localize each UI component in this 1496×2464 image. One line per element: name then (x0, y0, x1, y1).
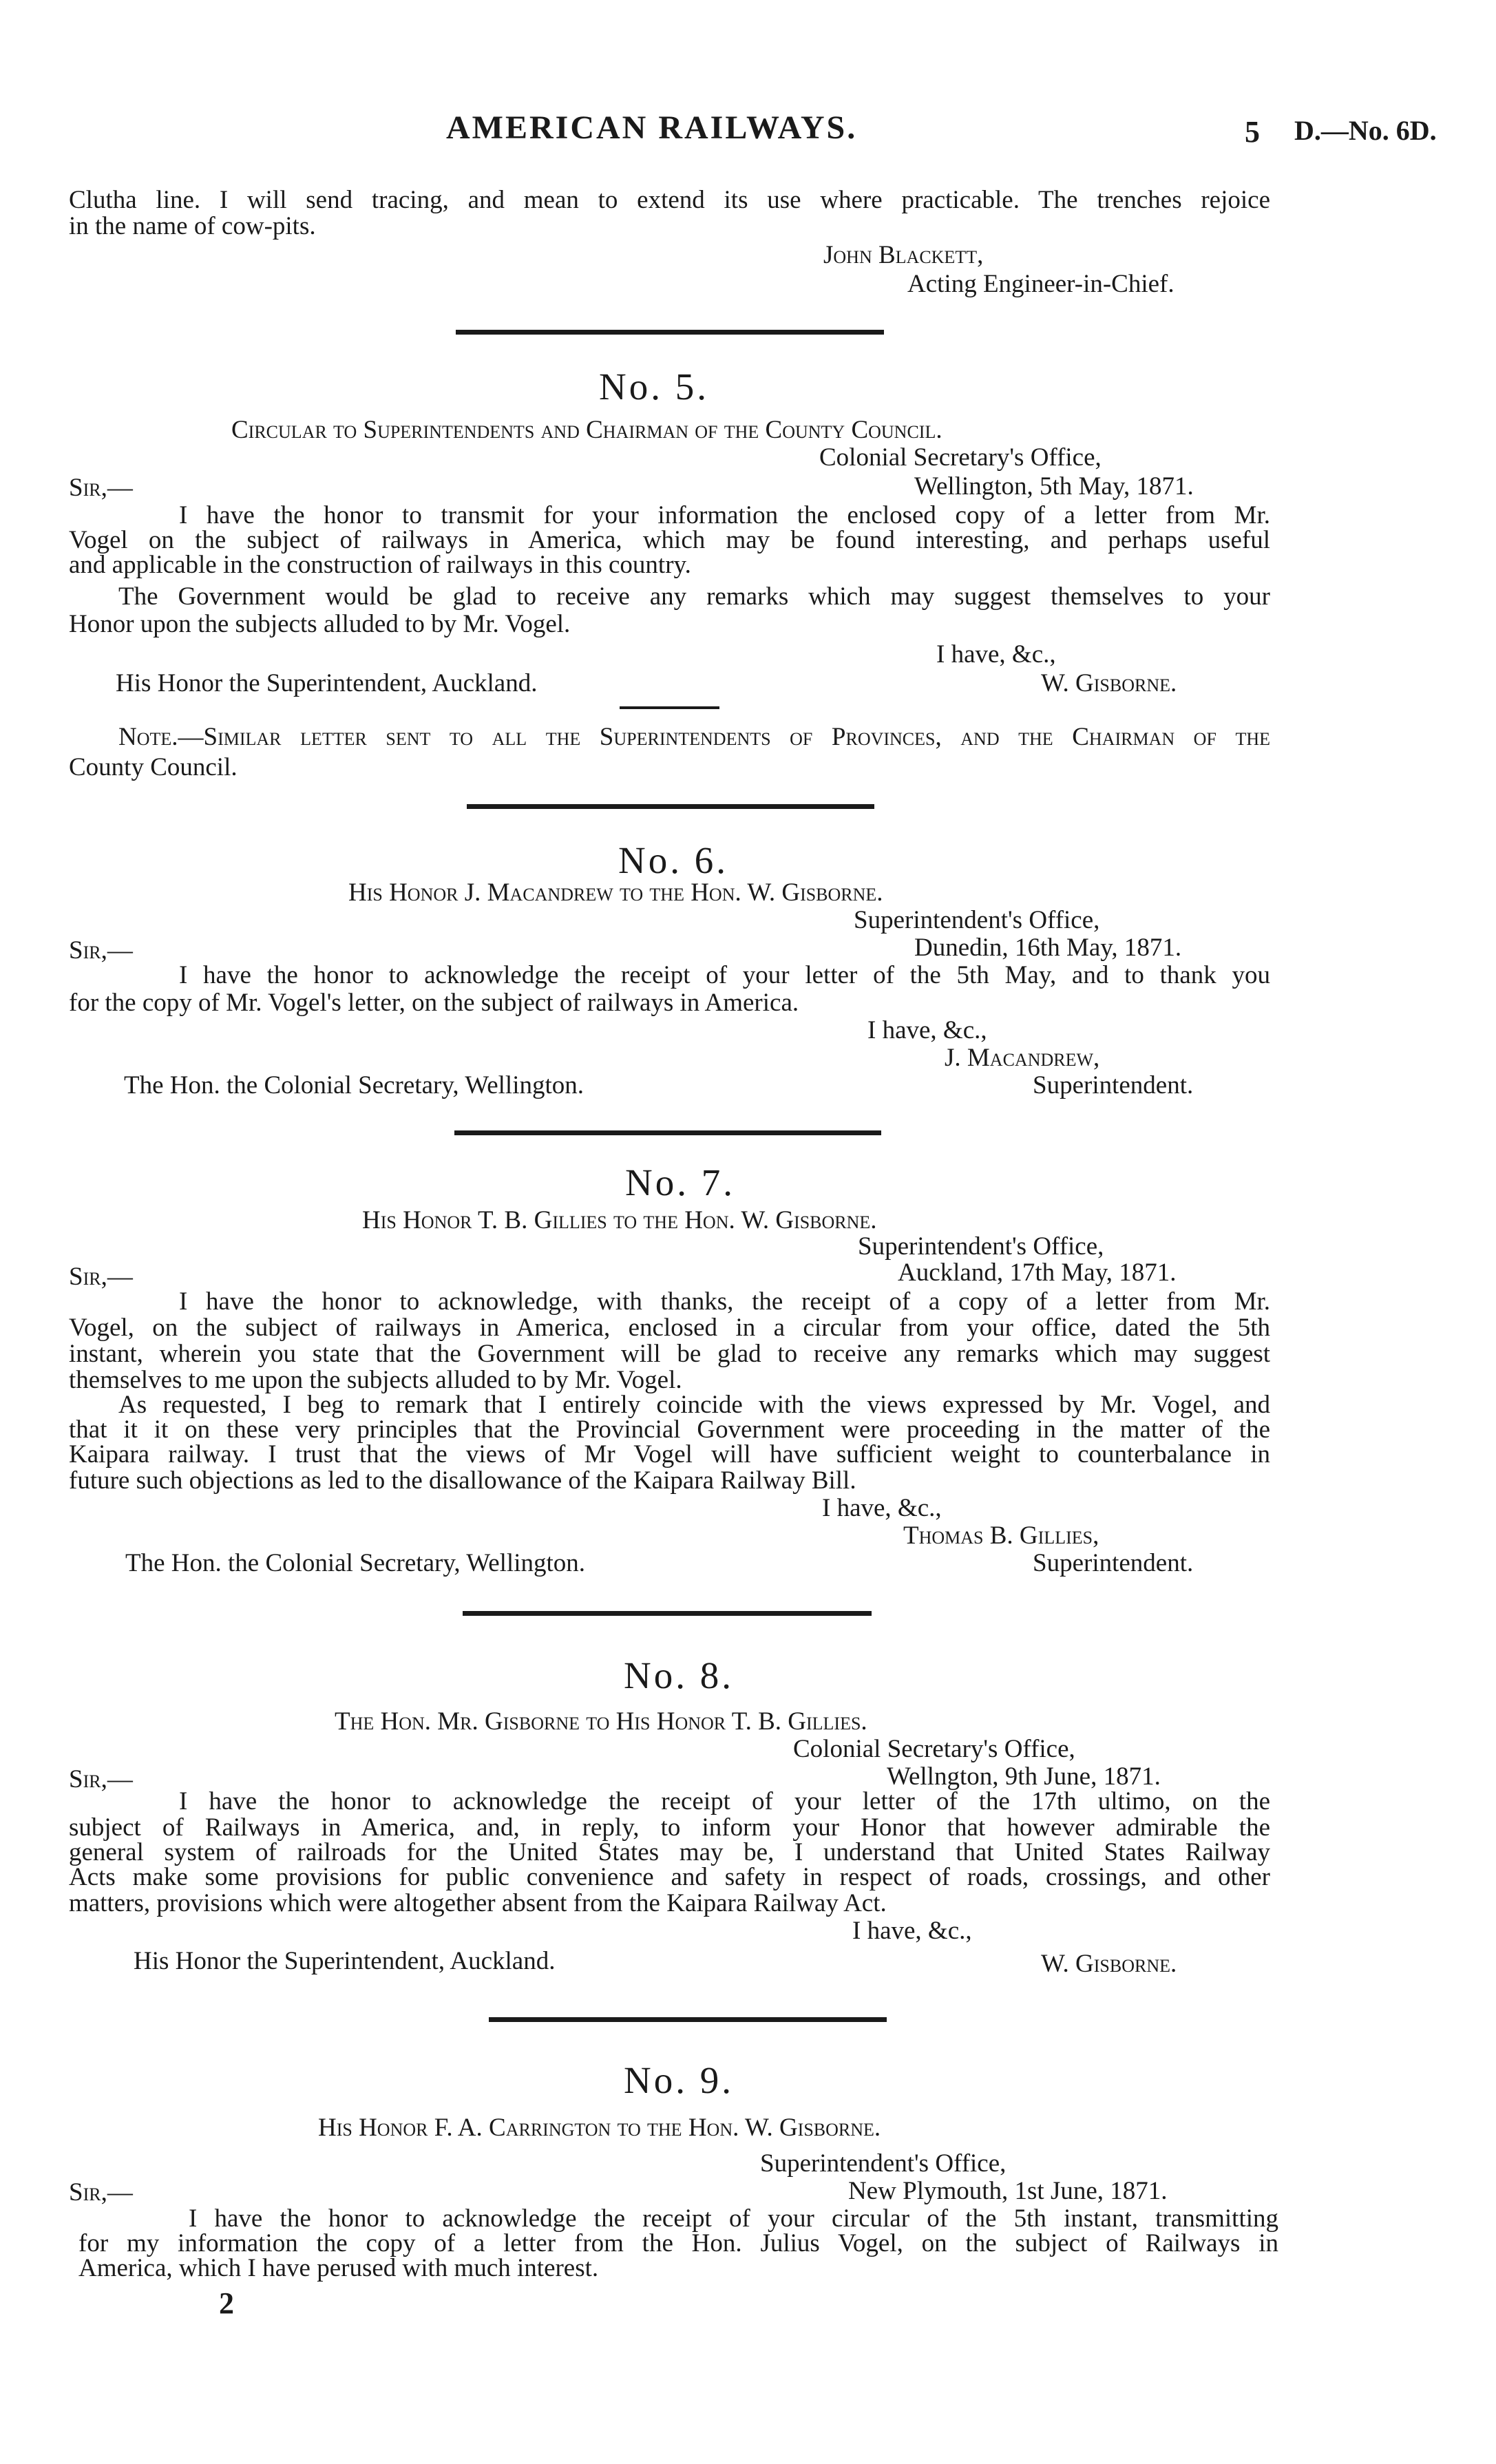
body-line: matters, provisions which were altogether absent from the Kaipara Railway Act. (69, 1889, 887, 1917)
body-line: I have the honor to acknowledge the receipt of your letter of the 17th ultimo, on the (179, 1787, 1270, 1815)
section-divider (454, 1130, 881, 1135)
office-line: Superintendent's Office, (858, 1232, 1104, 1261)
running-title: AMERICAN RAILWAYS. (446, 109, 858, 146)
section-subheading: His Honor T. B. Gillies to the Hon. W. Gisborne. (362, 1206, 877, 1234)
salutation: Sir,— (69, 936, 133, 965)
body-line: themselves to me upon the subjects alluded to by Mr. Vogel. (69, 1366, 682, 1394)
office-line: Colonial Secretary's Office, (819, 443, 1102, 472)
closing: I have, &c., (867, 1016, 987, 1044)
office-line: Superintendent's Office, (854, 906, 1100, 934)
place-date: Auckland, 17th May, 1871. (898, 1259, 1177, 1287)
signature-title: Superintendent. (1033, 1071, 1194, 1099)
section-heading: No. 9. (624, 2059, 734, 2101)
closing: I have, &c., (852, 1917, 972, 1945)
office-line: Superintendent's Office, (760, 2149, 1007, 2178)
section-subheading: His Honor J. Macandrew to the Hon. W. Gisborne. (348, 878, 883, 907)
body-line: for my information the copy of a letter from the Hon. Julius Vogel, on the subject of Railways in (78, 2229, 1278, 2257)
section-divider (463, 1611, 872, 1616)
closing: I have, &c., (936, 640, 1056, 668)
body-line: The Government would be glad to receive any remarks which may suggest themselves to your (118, 582, 1270, 611)
body-line: general system of railroads for the United States may be, I understand that United States Railway (69, 1838, 1270, 1866)
section-subheading: His Honor F. A. Carrington to the Hon. W. Gisborne. (318, 2114, 881, 2142)
section-subheading: The Hon. Mr. Gisborne to His Honor T. B. Gillies. (335, 1707, 867, 1736)
intro-line: Clutha line. I will send tracing, and mean to extend its use where practicable. The trenches rejoice (69, 186, 1270, 214)
body-line: America, which I have perused with much interest. (78, 2254, 599, 2282)
addressee: His Honor the Superintendent, Auckland. (116, 669, 538, 697)
page-number: 5 (1245, 115, 1260, 149)
salutation: Sir,— (69, 2178, 133, 2207)
signature: W. Gisborne. (1041, 1950, 1177, 1978)
body-line: Acts make some provisions for public convenience and safety in respect of roads, crossings, and other (69, 1863, 1270, 1891)
signature: W. Gisborne. (1041, 669, 1177, 697)
section-heading: No. 8. (624, 1654, 734, 1696)
signature-name: John Blackett, (823, 241, 984, 269)
place-date: Wellington, 5th May, 1871. (914, 472, 1194, 501)
place-date: Dunedin, 16th May, 1871. (914, 934, 1182, 962)
section-divider (489, 2017, 887, 2022)
rule (620, 706, 719, 709)
body-line: I have the honor to transmit for your information the enclosed copy of a letter from Mr. (179, 501, 1270, 529)
office-line: Colonial Secretary's Office, (793, 1735, 1075, 1763)
salutation: Sir,— (69, 1263, 133, 1291)
addressee: His Honor the Superintendent, Auckland. (134, 1947, 556, 1975)
body-line: Kaipara railway. I trust that the views of Mr Vogel will have sufficient weight to counterbalance in (69, 1440, 1270, 1468)
place-date: New Plymouth, 1st June, 1871. (848, 2177, 1168, 2205)
section-heading: No. 7. (625, 1161, 735, 1203)
body-line: instant, wherein you state that the Government will be glad to receive any remarks which may suggest (69, 1340, 1270, 1368)
note-line: Note.—Similar letter sent to all the Superintendents of Provinces, and the Chairman of the (118, 723, 1270, 751)
body-line: I have the honor to acknowledge, with thanks, the receipt of a copy of a letter from Mr. (179, 1287, 1270, 1316)
body-line: I have the honor to acknowledge the receipt of your circular of the 5th instant, transmitting (189, 2204, 1278, 2233)
addressee: The Hon. the Colonial Secretary, Wellington. (125, 1549, 586, 1577)
note-line: County Council. (69, 753, 238, 781)
salutation: Sir,— (69, 1765, 133, 1793)
body-line: Honor upon the subjects alluded to by Mr. Vogel. (69, 610, 571, 638)
body-line: future such objections as led to the disallowance of the Kaipara Railway Bill. (69, 1466, 856, 1495)
intro-line: in the name of cow-pits. (69, 212, 316, 240)
place-date: Wellngton, 9th June, 1871. (887, 1762, 1161, 1791)
section-divider (456, 330, 884, 335)
body-line: for the copy of Mr. Vogel's letter, on the subject of railways in America. (69, 989, 799, 1017)
section-subheading: Circular to Superintendents and Chairman of the County Council. (231, 416, 942, 444)
body-line: subject of Railways in America, and, in reply, to inform your Honor that however admirable the (69, 1813, 1270, 1842)
signature-title: Superintendent. (1033, 1549, 1194, 1577)
signature-mark: 2 (219, 2286, 234, 2320)
closing: I have, &c., (822, 1494, 942, 1522)
section-heading: No. 5. (599, 366, 709, 408)
document-reference: D.—No. 6D. (1294, 115, 1437, 146)
section-heading: No. 6. (618, 839, 728, 881)
signature-name: Thomas B. Gillies, (903, 1521, 1099, 1550)
addressee: The Hon. the Colonial Secretary, Wellington. (124, 1071, 584, 1099)
body-line: Vogel, on the subject of railways in America, enclosed in a circular from your office, dated the 5th (69, 1314, 1270, 1342)
body-line: As requested, I beg to remark that I entirely coincide with the views expressed by Mr. Vogel, and (118, 1391, 1270, 1419)
body-line: I have the honor to acknowledge the receipt of your letter of the 5th May, and to thank you (179, 961, 1270, 989)
body-line: and applicable in the construction of railways in this country. (69, 551, 691, 579)
signature-name: J. Macandrew, (945, 1044, 1100, 1072)
salutation: Sir,— (69, 474, 133, 502)
signature-title: Acting Engineer-in-Chief. (907, 270, 1174, 298)
section-divider (467, 804, 874, 809)
body-line: that it it on these very principles that the Provincial Government were proceeding in the matter of the (69, 1415, 1270, 1444)
body-line: Vogel on the subject of railways in America, which may be found interesting, and perhaps useful (69, 526, 1270, 554)
